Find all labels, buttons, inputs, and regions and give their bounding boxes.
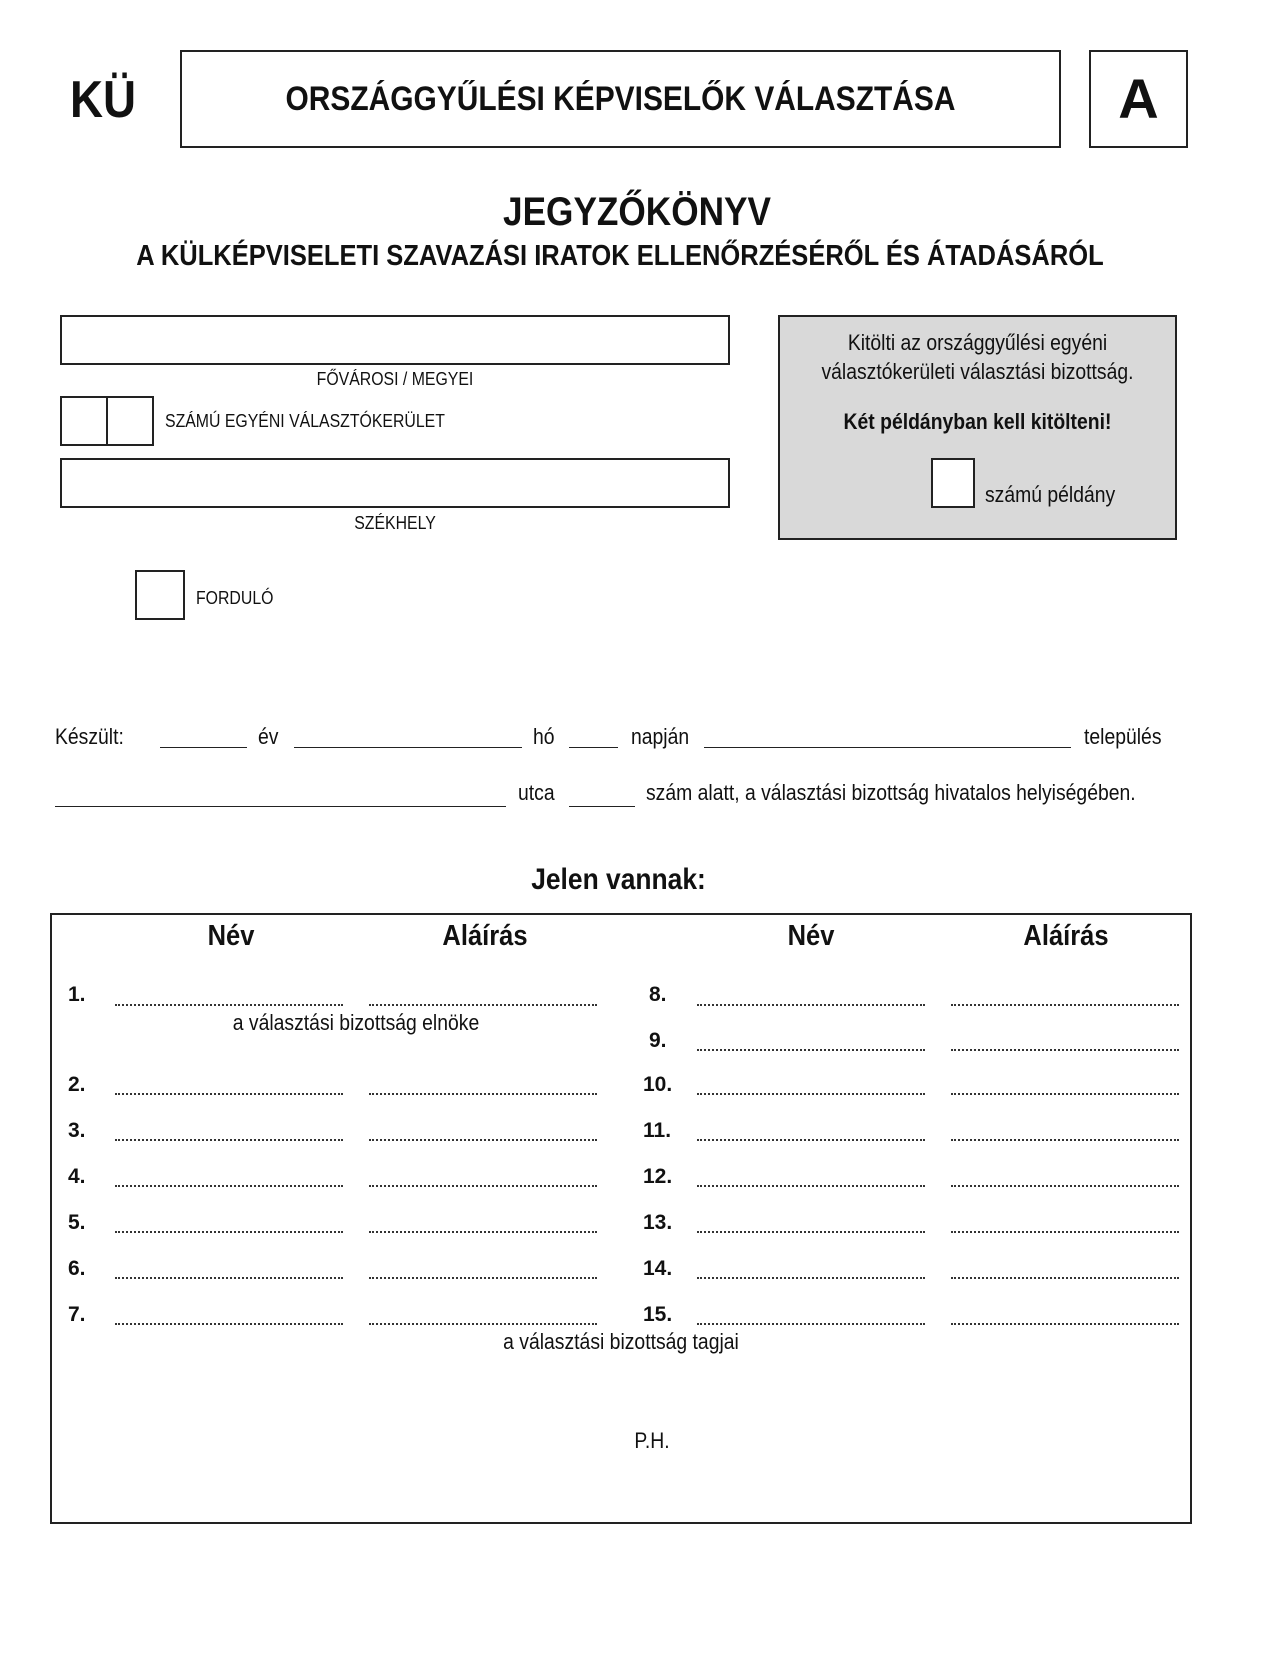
member-name-field[interactable] [115, 1231, 343, 1233]
info-line-2: választókerületi választási bizottság. [821, 359, 1134, 384]
row-number: 8. [649, 983, 667, 1006]
member-name-field[interactable] [697, 1139, 925, 1141]
year-field[interactable] [160, 747, 247, 748]
settlement-field[interactable] [704, 747, 1071, 748]
form-letter-box [1089, 50, 1188, 148]
member-name-field[interactable] [697, 1323, 925, 1325]
member-name-field[interactable] [115, 1323, 343, 1325]
row-number: 12. [643, 1165, 673, 1188]
member-name-field[interactable] [697, 1049, 925, 1051]
row-number: 7. [68, 1303, 86, 1326]
form-letter: A [1118, 67, 1159, 130]
round-label: FORDULÓ [196, 588, 274, 608]
row-number: 4. [68, 1165, 86, 1188]
election-title: ORSZÁGGYŰLÉSI KÉPVISELŐK VÁLASZTÁSA [285, 80, 956, 118]
row-number: 9. [649, 1029, 667, 1052]
member-name-field[interactable] [697, 1004, 925, 1006]
county-label: FŐVÁROSI / MEGYEI [316, 369, 474, 389]
day-field[interactable] [569, 747, 618, 748]
chair-signature-field[interactable] [369, 1004, 597, 1006]
district-label: SZÁMÚ EGYÉNI VÁLASZTÓKERÜLET [165, 411, 445, 431]
seat-label: SZÉKHELY [354, 513, 436, 533]
year-label: év [258, 724, 279, 749]
member-signature-field[interactable] [369, 1139, 597, 1141]
row-number: 5. [68, 1211, 86, 1234]
row-number: 13. [643, 1211, 673, 1234]
copy-number-field[interactable] [931, 458, 975, 508]
name-header-left: Név [207, 920, 255, 952]
house-number-field[interactable] [569, 806, 635, 807]
member-signature-field[interactable] [951, 1231, 1179, 1233]
member-signature-field[interactable] [951, 1185, 1179, 1187]
row-number: 11. [643, 1119, 672, 1142]
document-title: JEGYZŐKÖNYV [503, 190, 771, 234]
member-signature-field[interactable] [369, 1185, 597, 1187]
member-name-field[interactable] [115, 1139, 343, 1141]
row-number: 15. [643, 1303, 673, 1326]
name-header-right: Név [787, 920, 835, 952]
member-signature-field[interactable] [951, 1323, 1179, 1325]
member-name-field[interactable] [115, 1277, 343, 1279]
seat-field[interactable] [60, 458, 730, 508]
row-number: 6. [68, 1257, 86, 1280]
info-line-1: Kitölti az országgyűlési egyéni [847, 330, 1108, 355]
member-signature-field[interactable] [951, 1004, 1179, 1006]
row-number: 10. [643, 1073, 673, 1096]
district-digit-2[interactable] [106, 396, 154, 446]
member-signature-field[interactable] [369, 1277, 597, 1279]
street-label: utca [518, 780, 555, 805]
row-number: 1. [68, 983, 86, 1006]
member-signature-field[interactable] [369, 1323, 597, 1325]
info-box [778, 315, 1177, 540]
street-field[interactable] [55, 806, 506, 807]
form-code: KÜ [70, 71, 137, 129]
member-name-field[interactable] [115, 1093, 343, 1095]
member-signature-field[interactable] [951, 1139, 1179, 1141]
county-field[interactable] [60, 315, 730, 365]
member-signature-field[interactable] [951, 1093, 1179, 1095]
member-name-field[interactable] [115, 1185, 343, 1187]
row-number: 2. [68, 1073, 86, 1096]
attendance-box [50, 913, 1192, 1524]
round-field[interactable] [135, 570, 185, 620]
chair-caption: a választási bizottság elnöke [232, 1010, 480, 1035]
copy-label: számú példány [985, 482, 1116, 507]
signature-header-right: Aláírás [1023, 920, 1109, 952]
prepared-label: Készült: [55, 724, 124, 749]
chair-name-field[interactable] [115, 1004, 343, 1006]
row-number: 14. [643, 1257, 673, 1280]
member-name-field[interactable] [697, 1231, 925, 1233]
document-subtitle: A KÜLKÉPVISELETI SZAVAZÁSI IRATOK ELLENŐRZÉSÉRŐL ÉS ÁTADÁSÁRÓL [136, 240, 1104, 272]
member-signature-field[interactable] [369, 1093, 597, 1095]
member-signature-field[interactable] [951, 1049, 1179, 1051]
day-label: napján [631, 724, 690, 749]
member-signature-field[interactable] [369, 1231, 597, 1233]
settlement-label: település [1084, 724, 1162, 749]
location-suffix: szám alatt, a választási bizottság hivatalos helyiségében. [646, 780, 1136, 805]
member-name-field[interactable] [697, 1185, 925, 1187]
row-number: 3. [68, 1119, 86, 1142]
member-name-field[interactable] [697, 1277, 925, 1279]
month-label: hó [533, 724, 555, 749]
attendance-title: Jelen vannak: [531, 863, 706, 896]
member-name-field[interactable] [697, 1093, 925, 1095]
district-digit-1[interactable] [60, 396, 108, 446]
stamp-label: P.H. [634, 1428, 670, 1453]
member-signature-field[interactable] [951, 1277, 1179, 1279]
election-title-box [180, 50, 1061, 148]
members-caption: a választási bizottság tagjai [503, 1329, 739, 1354]
month-field[interactable] [294, 747, 522, 748]
signature-header-left: Aláírás [442, 920, 528, 952]
info-instruction: Két példányban kell kitölteni! [843, 409, 1112, 434]
